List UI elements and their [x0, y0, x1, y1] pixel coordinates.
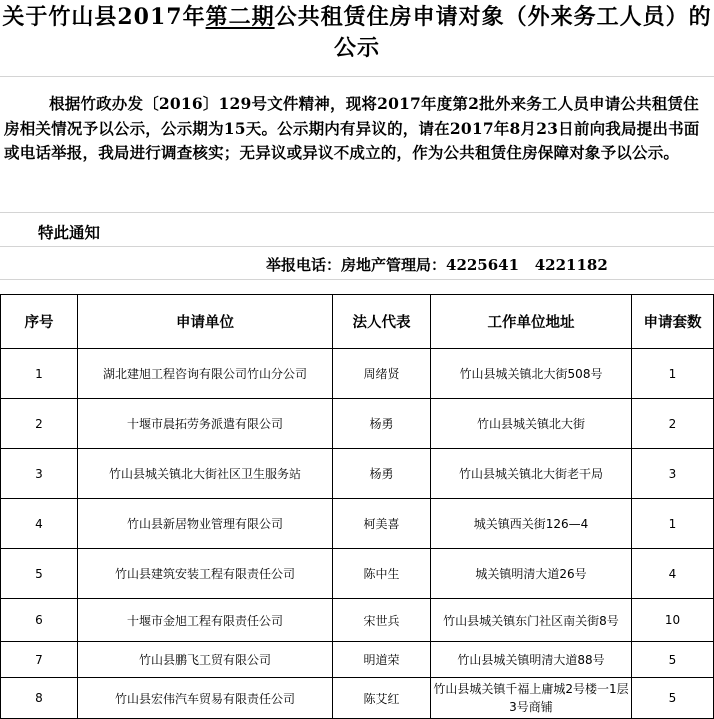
cell-no: 3	[1, 449, 78, 499]
notice-paragraph: 根据竹政办发〔2016〕129号文件精神，现将2017年度第2批外来务工人员申请公共租赁住房相关情况予以公示，公示期为15天。公示期内有异议的，请在2017年8月23日前向我局提出书面或电话举报，我局进行调查核实；无异议或异议不成立的，作为公共租赁住房保障对象予以公示。	[4, 94, 700, 162]
cell-representative: 杨勇	[333, 449, 431, 499]
cell-address: 城关镇明清大道26号	[431, 549, 632, 599]
title-prefix: 关于竹山县2017年	[2, 4, 206, 30]
cell-sets: 5	[632, 678, 714, 719]
cell-no: 7	[1, 642, 78, 678]
cell-representative: 明道荣	[333, 642, 431, 678]
header-no: 序号	[1, 295, 78, 349]
cell-unit: 十堰市晨拓劳务派遣有限公司	[78, 399, 333, 449]
title-underlined-period: 第二期	[205, 4, 275, 30]
cell-unit: 竹山县宏伟汽车贸易有限责任公司	[78, 678, 333, 719]
table-row	[1, 678, 714, 719]
table-header-row	[1, 295, 714, 349]
table-row	[1, 499, 714, 549]
cell-representative: 柯美喜	[333, 499, 431, 549]
cell-no: 4	[1, 499, 78, 549]
cell-no: 6	[1, 599, 78, 642]
cell-unit: 竹山县建筑安装工程有限责任公司	[78, 549, 333, 599]
cell-no: 2	[1, 399, 78, 449]
cell-unit: 湖北建旭工程咨询有限公司竹山分公司	[78, 349, 333, 399]
cell-no: 5	[1, 549, 78, 599]
cell-sets: 1	[632, 499, 714, 549]
applicants-table	[0, 294, 714, 719]
cell-address: 竹山县城关镇明清大道88号	[431, 642, 632, 678]
cell-representative: 周绪贤	[333, 349, 431, 399]
cell-sets: 3	[632, 449, 714, 499]
table-row	[1, 599, 714, 642]
cell-no: 1	[1, 349, 78, 399]
cell-address: 竹山县城关镇北大街老干局	[431, 449, 632, 499]
cell-representative: 杨勇	[333, 399, 431, 449]
table-row	[1, 349, 714, 399]
header-unit: 申请单位	[78, 295, 333, 349]
cell-address: 城关镇西关街126—4	[431, 499, 632, 549]
cell-sets: 4	[632, 549, 714, 599]
cell-address: 竹山县城关镇千福上庸城2号楼一1层3号商铺	[431, 678, 632, 719]
cell-no: 8	[1, 678, 78, 719]
divider-line	[0, 212, 714, 213]
header-representative: 法人代表	[333, 295, 431, 349]
divider-line	[0, 246, 714, 247]
cell-unit: 竹山县城关镇北大街社区卫生服务站	[78, 449, 333, 499]
document-title	[0, 2, 714, 72]
cell-representative: 宋世兵	[333, 599, 431, 642]
table-row	[1, 399, 714, 449]
divider-line	[0, 279, 714, 280]
report-phone-line: 举报电话：房地产管理局：4225641 4221182	[266, 256, 608, 274]
cell-unit: 竹山县鹏飞工贸有限公司	[78, 642, 333, 678]
closing-text: 特此通知	[38, 223, 101, 242]
cell-unit: 十堰市金旭工程有限责任公司	[78, 599, 333, 642]
title-suffix: 公共租赁住房申请对象（外来务工人员）的公示	[274, 4, 712, 61]
cell-representative: 陈中生	[333, 549, 431, 599]
cell-unit: 竹山县新居物业管理有限公司	[78, 499, 333, 549]
cell-sets: 5	[632, 642, 714, 678]
cell-representative: 陈艾红	[333, 678, 431, 719]
header-sets: 申请套数	[632, 295, 714, 349]
cell-address: 竹山县城关镇北大街508号	[431, 349, 632, 399]
cell-sets: 10	[632, 599, 714, 642]
cell-sets: 1	[632, 349, 714, 399]
table-row	[1, 642, 714, 678]
table-row	[1, 549, 714, 599]
header-address: 工作单位地址	[431, 295, 632, 349]
cell-address: 竹山县城关镇东门社区南关街8号	[431, 599, 632, 642]
divider-line	[0, 76, 714, 77]
cell-address: 竹山县城关镇北大街	[431, 399, 632, 449]
table-row	[1, 449, 714, 499]
cell-sets: 2	[632, 399, 714, 449]
